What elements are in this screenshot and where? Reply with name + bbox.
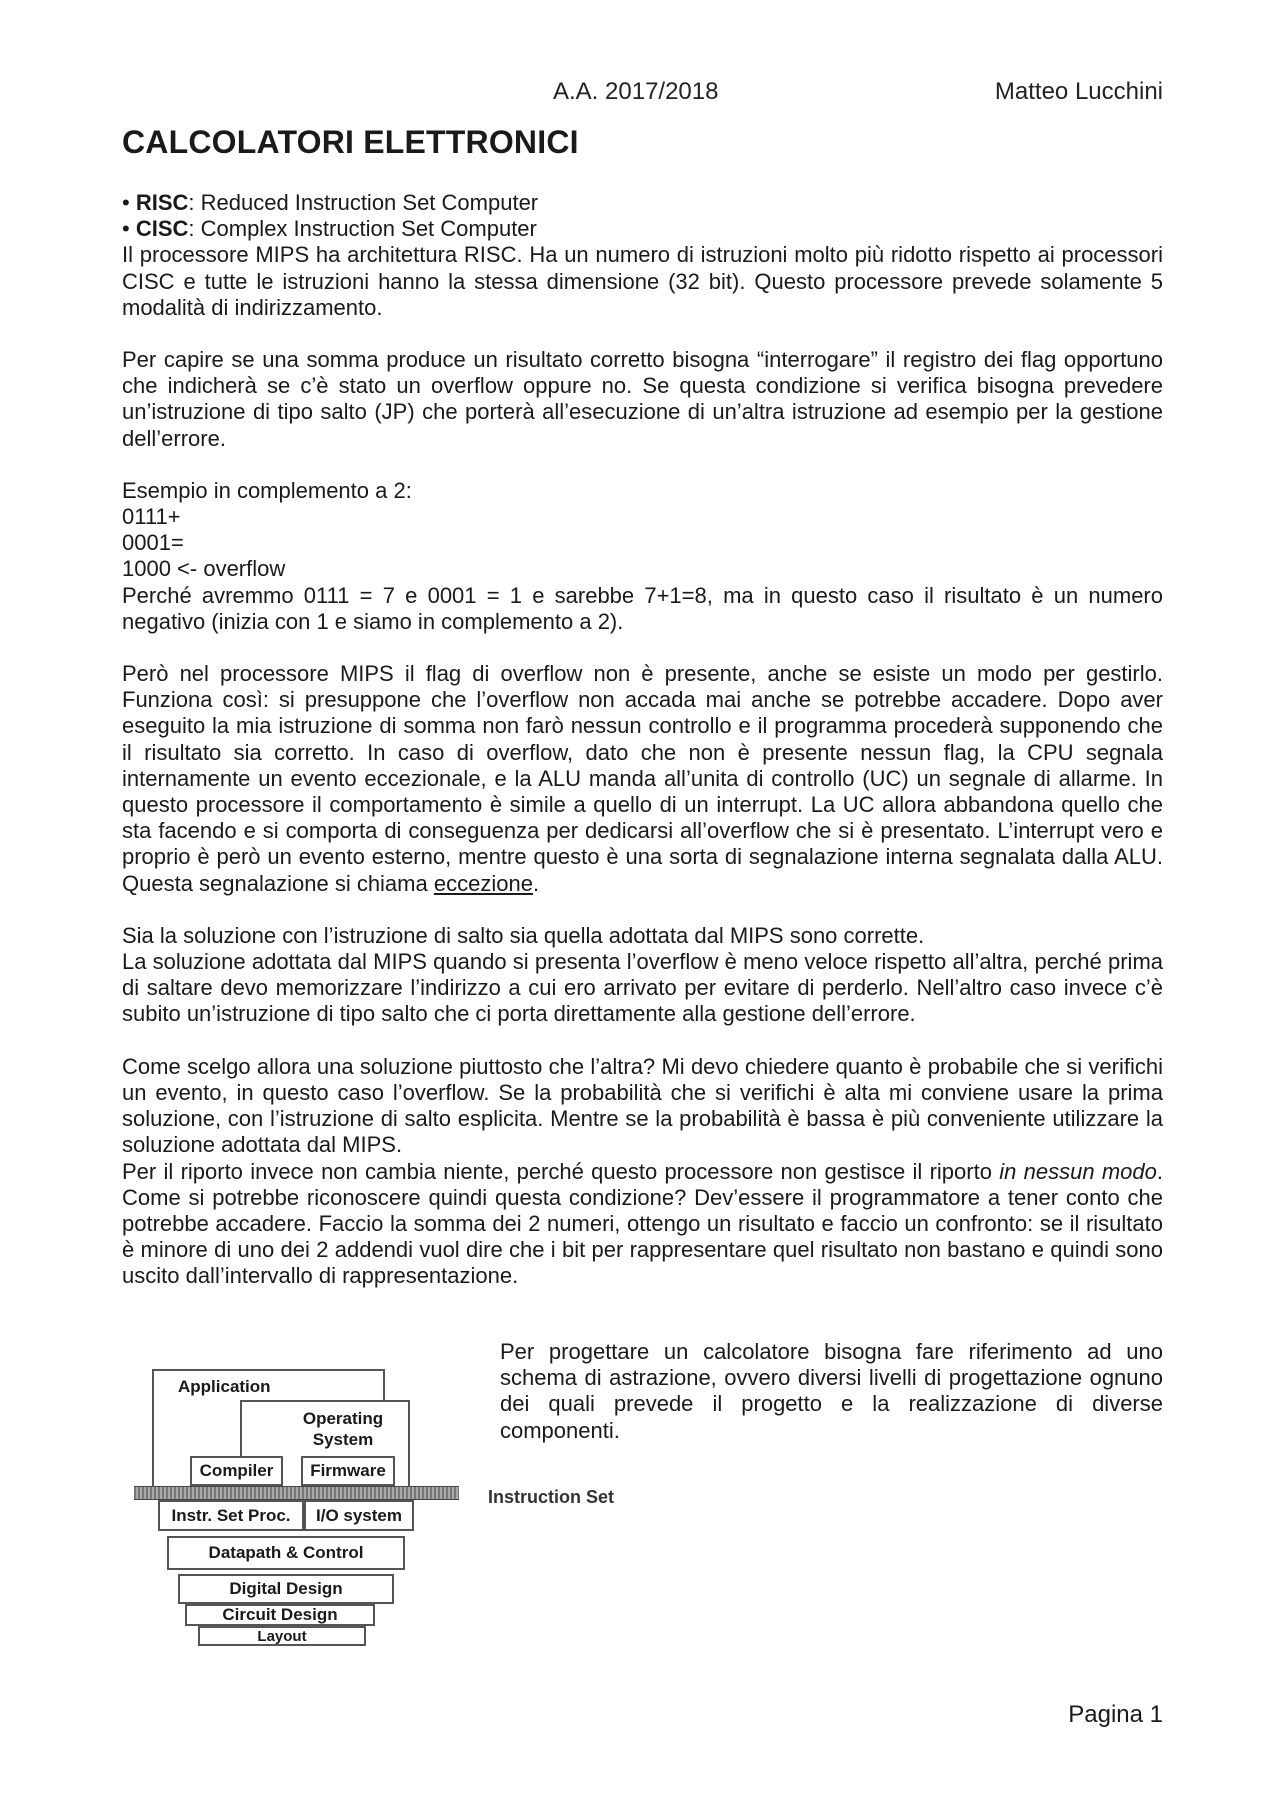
paragraph-end: . bbox=[532, 870, 540, 896]
operating-system-label: Operating System bbox=[302, 1409, 384, 1449]
paragraph-carry bbox=[122, 1159, 1163, 1290]
term-eccezione: eccezione bbox=[433, 870, 533, 896]
instr-set-proc-box bbox=[158, 1500, 304, 1531]
paragraph-mips-risc: Il processore MIPS ha architettura RISC. Ha un numero di istruzioni molto più ridotto rispetto ai processori CISC e tutte le istruzioni hanno la stessa dimensione (32 bit). Questo processore prevede solamente 5 modalità di indirizzamento. bbox=[122, 242, 1163, 320]
firmware-box bbox=[301, 1456, 395, 1486]
io-system-label: I/O system bbox=[316, 1505, 402, 1525]
digital-design-label: Digital Design bbox=[229, 1579, 343, 1598]
instruction-set-shelf bbox=[134, 1486, 459, 1500]
paragraph-mips-overflow bbox=[122, 661, 1163, 897]
bullet-desc: : Reduced Instruction Set Computer bbox=[188, 190, 539, 215]
layout-box bbox=[198, 1626, 366, 1646]
firmware-label: Firmware bbox=[310, 1461, 386, 1480]
compiler-box bbox=[190, 1456, 283, 1486]
datapath-label: Datapath & Control bbox=[208, 1543, 364, 1562]
paragraph-abstraction: Per progettare un calcolatore bisogna fare riferimento ad uno schema di astrazione, ovvero diversi livelli di progettazione ognuno dei quali prevede il progetto e la realizzazione di diverse componenti. bbox=[500, 1339, 1163, 1443]
example-line-3: 1000 <- overflow bbox=[122, 556, 286, 582]
application-label: Application bbox=[178, 1377, 271, 1396]
instr-set-proc-label: Instr. Set Proc. bbox=[171, 1505, 291, 1525]
digital-design-box bbox=[178, 1574, 394, 1604]
example-line-1: 0111+ bbox=[122, 504, 181, 530]
bullet-term: RISC bbox=[135, 190, 189, 215]
example-intro: Esempio in complemento a 2: bbox=[122, 477, 412, 503]
document-body bbox=[122, 190, 1163, 1290]
paragraph-choice: Come scelgo allora una soluzione piuttosto che l’altra? Mi devo chiedere quanto è probabile che si verifichi un evento, in questo caso l’overflow. Se la probabilità che si verifichi è alta mi conviene usare la prima soluzione, con l’istruzione di salto esplicita. Mentre se la probabilità è bassa è più conveniente utilizzare la soluzione adottata dal MIPS. bbox=[122, 1053, 1163, 1158]
paragraph-text: Però nel processore MIPS il flag di overflow non è presente, anche se esiste un modo per gestirlo. Funziona così: si presuppone che l’overflow non accada mai anche se potrebbe accadere. Dopo aver eseguito la mia istruzione di somma non farò nessun controllo e il programma procederà supponendo che il risultato sia corretto. In caso di overflow, dato che non è presente nessun flag, la CPU segnala internamente un evento eccezionale, e la ALU manda all’unita di controllo (UC) un segnale di allarme. In questo processore il comportamento è simile a quello di un interrupt. La UC allora abbandona quello che sta facendo e si comporta di conseguenza per dedicarsi all’overflow che si è presentato. L’interrupt vero e proprio è però un evento esterno, mentre questo è una sorta di segnalazione interna segnalata dalla ALU. Questa segnalazione si chiama bbox=[122, 661, 1163, 896]
paragraph-solutions-correct: Sia la soluzione con l’istruzione di salto sia quella adottata dal MIPS sono corrette. bbox=[122, 922, 925, 948]
paragraph-text: Per il riporto invece non cambia niente, perché questo processore non gestisce il riporto bbox=[122, 1158, 1000, 1184]
paragraph-flag-register: Per capire se una somma produce un risultato corretto bisogna “interrogare” il registro dei flag opportuno che indicherà se c’è stato un overflow oppure no. Se questa condizione si verifica bisogna prevedere un’istruzione di tipo salto (JP) che porterà all’esecuzione di un’altra istruzione ad esempio per la gestione dell’errore. bbox=[122, 347, 1163, 451]
emphasis-text: in nessun modo bbox=[999, 1158, 1157, 1184]
instruction-set-label: Instruction Set bbox=[488, 1487, 615, 1507]
document-title: CALCOLATORI ELETTRONICI bbox=[122, 124, 579, 160]
datapath-box bbox=[167, 1536, 405, 1570]
bullet-term: CISC bbox=[135, 216, 189, 242]
paragraph-example-explanation: Perché avremmo 0111 = 7 e 0001 = 1 e sarebbe 7+1=8, ma in questo caso il risultato è un numero negativo (inizia con 1 e siamo in complemento a 2). bbox=[122, 582, 1163, 634]
header-year: A.A. 2017/2018 bbox=[553, 78, 719, 105]
bullet-cisc: • CISC: Complex Instruction Set Computer bbox=[122, 216, 537, 242]
paragraph-text: . Come si potrebbe riconoscere quindi questa condizione? Dev’essere il programmatore a tener conto che potrebbe accadere. Faccio la somma dei 2 numeri, ottengo un risultato e faccio un confronto: se il risultato è minore di uno dei 2 addendi vuol dire che i bit per rappresentare quel risultato non bastano e quindi sono uscito dall’intervallo di rappresentazione. bbox=[122, 1158, 1163, 1289]
circuit-design-box bbox=[185, 1604, 375, 1626]
page-number: Pagina 1 bbox=[1068, 1701, 1163, 1728]
header-author: Matteo Lucchini bbox=[994, 78, 1163, 105]
circuit-design-label: Circuit Design bbox=[222, 1605, 338, 1624]
paragraph-solutions-speed: La soluzione adottata dal MIPS quando si presenta l’overflow è meno veloce rispetto all’altra, perché prima di saltare devo memorizzare l’indirizzo a cui ero arrivato per evitare di perderlo. Nell’altro caso invece c’è subito un’istruzione di tipo salto che ci porta direttamente alla gestione dell’errore. bbox=[122, 949, 1163, 1027]
example-line-2: 0001= bbox=[122, 530, 184, 556]
layout-label: Layout bbox=[257, 1627, 307, 1645]
bullet-desc: : Complex Instruction Set Computer bbox=[188, 216, 537, 242]
bullet-risc: • RISC: Reduced Instruction Set Computer bbox=[122, 190, 539, 215]
io-system-box bbox=[304, 1500, 414, 1531]
compiler-label: Compiler bbox=[199, 1461, 274, 1480]
